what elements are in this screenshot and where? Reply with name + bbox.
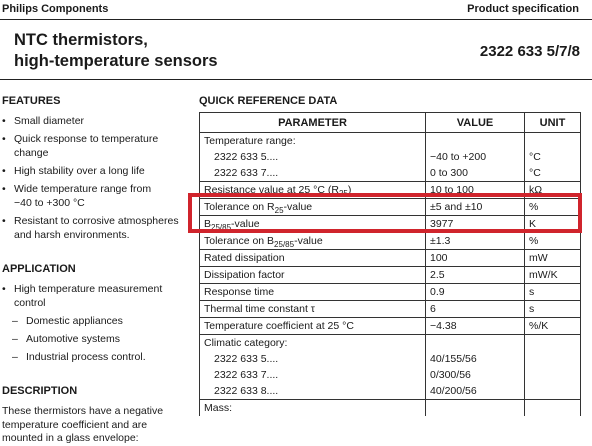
table-row <box>200 133 581 150</box>
table-cell-empty <box>525 335 581 352</box>
table-cell-unit: % <box>525 199 581 216</box>
table-cell-empty <box>426 335 525 352</box>
list-item <box>2 132 192 160</box>
table-cell-value: 40/200/56 <box>426 383 525 400</box>
table-cell-parameter: 2322 633 7.... <box>200 165 426 182</box>
list-subitem <box>2 314 192 328</box>
table-cell-parameter: 2322 633 5.... <box>200 351 426 367</box>
table-header-row <box>200 113 581 133</box>
table-row <box>200 284 581 301</box>
parameter-suffix: ) <box>347 184 352 196</box>
table-cell-value: −4.38 <box>426 318 525 335</box>
table-cell-value: −40 to +200 <box>426 149 525 165</box>
column-header-unit: UNIT <box>525 113 581 133</box>
company-name: Philips Components <box>2 3 109 15</box>
header-rule <box>0 19 592 20</box>
table-cell-parameter <box>200 318 426 335</box>
title-line-2: high-temperature sensors <box>14 52 218 70</box>
dash-icon: – <box>12 315 18 327</box>
table-cell-value: ±1.3 <box>426 233 525 250</box>
table-cell-value: 6 <box>426 301 525 318</box>
description-heading: DESCRIPTION <box>2 385 78 397</box>
table-row <box>200 335 581 352</box>
highlight-box <box>188 193 582 233</box>
doc-type: Product specification <box>467 3 579 15</box>
dash-icon: – <box>12 351 18 363</box>
table-row <box>200 149 581 165</box>
table-cell-value: 0 to 300 <box>426 165 525 182</box>
parameter-subscript: 25 <box>274 206 284 216</box>
parameter-text: Response time <box>204 286 275 298</box>
table-cell-empty <box>426 400 525 417</box>
table-cell-unit: K <box>525 216 581 233</box>
quick-reference-table <box>199 112 581 416</box>
bullet-icon: • <box>2 133 6 145</box>
table-cell-unit: °C <box>525 149 581 165</box>
table-cell-unit: s <box>525 284 581 301</box>
bullet-icon: • <box>2 115 6 127</box>
table-cell-value: 40/155/56 <box>426 351 525 367</box>
parameter-subscript: 25/85 <box>211 223 232 233</box>
application-heading: APPLICATION <box>2 263 76 275</box>
parameter-text: Rated dissipation <box>204 252 285 264</box>
column-header-value: VALUE <box>426 113 525 133</box>
table-row <box>200 250 581 267</box>
title-rule <box>0 79 592 80</box>
dash-icon: – <box>12 333 18 345</box>
table-cell-unit: % <box>525 233 581 250</box>
bullet-icon: • <box>2 283 6 295</box>
list-item-line: Quick response to temperature <box>14 133 159 145</box>
table-cell-value: 2.5 <box>426 267 525 284</box>
page-title <box>14 30 218 72</box>
table-row <box>200 165 581 182</box>
table-row <box>200 267 581 284</box>
table-cell-empty <box>525 400 581 417</box>
table-cell-unit: kΩ <box>525 182 581 199</box>
table-cell-value: 3977 <box>426 216 525 233</box>
parameter-text: Thermal time constant τ <box>204 303 315 315</box>
table-cell-parameter: 2322 633 7.... <box>200 367 426 383</box>
features-heading: FEATURES <box>2 95 61 107</box>
part-number: 2322 633 5/7/8 <box>479 43 580 60</box>
table-row <box>200 383 581 400</box>
parameter-suffix: -value <box>283 201 313 213</box>
parameter-text: Temperature coefficient at 25 °C <box>204 320 354 332</box>
table-cell-unit: mW/K <box>525 267 581 284</box>
table-cell-unit <box>525 383 581 400</box>
table-row <box>200 318 581 335</box>
table-cell-parameter <box>200 301 426 318</box>
parameter-subscript: 25/85 <box>274 240 295 250</box>
list-subitem-text: Domestic appliances <box>26 315 123 327</box>
table-cell-unit <box>525 367 581 383</box>
list-item <box>2 164 192 178</box>
list-item <box>2 182 192 210</box>
list-item-line: High stability over a long life <box>14 165 145 177</box>
list-item-line: High temperature measurement <box>14 283 163 295</box>
temperature-range-label: Temperature range: <box>200 133 426 150</box>
list-item-line: change <box>14 147 49 159</box>
mass-label: Mass: <box>200 400 426 417</box>
table-cell-parameter <box>200 267 426 284</box>
parameter-suffix: -value <box>294 235 323 247</box>
table-cell-parameter <box>200 284 426 301</box>
parameter-subscript: 25 <box>338 189 348 199</box>
table-cell-value: 10 to 100 <box>426 182 525 199</box>
quick-reference-heading: QUICK REFERENCE DATA <box>199 95 338 107</box>
list-subitem <box>2 350 192 364</box>
parameter-text: Tolerance on R <box>204 201 275 213</box>
table-cell-unit: s <box>525 301 581 318</box>
bullet-icon: • <box>2 165 6 177</box>
table-cell-parameter: 2322 633 5.... <box>200 149 426 165</box>
bullet-icon: • <box>2 183 6 195</box>
bullet-icon: • <box>2 215 6 227</box>
description-line: mounted in a glass envelope: <box>2 432 139 444</box>
parameter-text: Tolerance on B <box>204 235 275 247</box>
list-item-line: Resistant to corrosive atmospheres <box>14 215 179 227</box>
list-item <box>2 282 192 310</box>
parameter-text: B <box>204 218 212 230</box>
table-cell-parameter <box>200 250 426 267</box>
application-list <box>2 282 192 368</box>
list-item <box>2 114 192 128</box>
parameter-text: Resistance value at 25 °C (R <box>204 184 339 196</box>
table-cell-unit: mW <box>525 250 581 267</box>
parameter-suffix: -value <box>231 218 260 230</box>
list-item-line: and harsh environments. <box>14 229 130 241</box>
table-row <box>200 301 581 318</box>
title-line-1: NTC thermistors, <box>14 31 148 49</box>
list-item-line: Small diameter <box>14 115 85 127</box>
list-item-line: −40 to +300 °C <box>14 197 85 209</box>
description-line: temperature coefficient and are <box>2 418 148 431</box>
list-item-line: Wide temperature range from <box>14 183 152 195</box>
table-cell-unit: %/K <box>525 318 581 335</box>
parameter-text: Dissipation factor <box>204 269 285 281</box>
column-header-parameter: PARAMETER <box>200 113 426 133</box>
list-subitem-text: Industrial process control. <box>26 351 146 363</box>
description-text <box>2 405 192 446</box>
table-row <box>200 233 581 250</box>
list-subitem-text: Automotive systems <box>26 333 120 345</box>
table-row <box>200 367 581 383</box>
table-cell-value: 0/300/56 <box>426 367 525 383</box>
table-cell-parameter <box>200 233 426 250</box>
table-cell-unit <box>525 351 581 367</box>
table-cell-parameter: 2322 633 8.... <box>200 383 426 400</box>
climatic-category-label: Climatic category: <box>200 335 426 352</box>
list-item <box>2 214 192 242</box>
description-line: These thermistors have a negative <box>2 405 164 417</box>
table-cell-value: ±5 and ±10 <box>426 199 525 216</box>
list-subitem <box>2 332 192 346</box>
table-cell-value: 0.9 <box>426 284 525 301</box>
table-cell-value: 100 <box>426 250 525 267</box>
table-row <box>200 400 581 417</box>
table-row <box>200 351 581 367</box>
features-list <box>2 114 192 246</box>
list-item-line: control <box>14 297 46 309</box>
table-cell-unit: °C <box>525 165 581 182</box>
